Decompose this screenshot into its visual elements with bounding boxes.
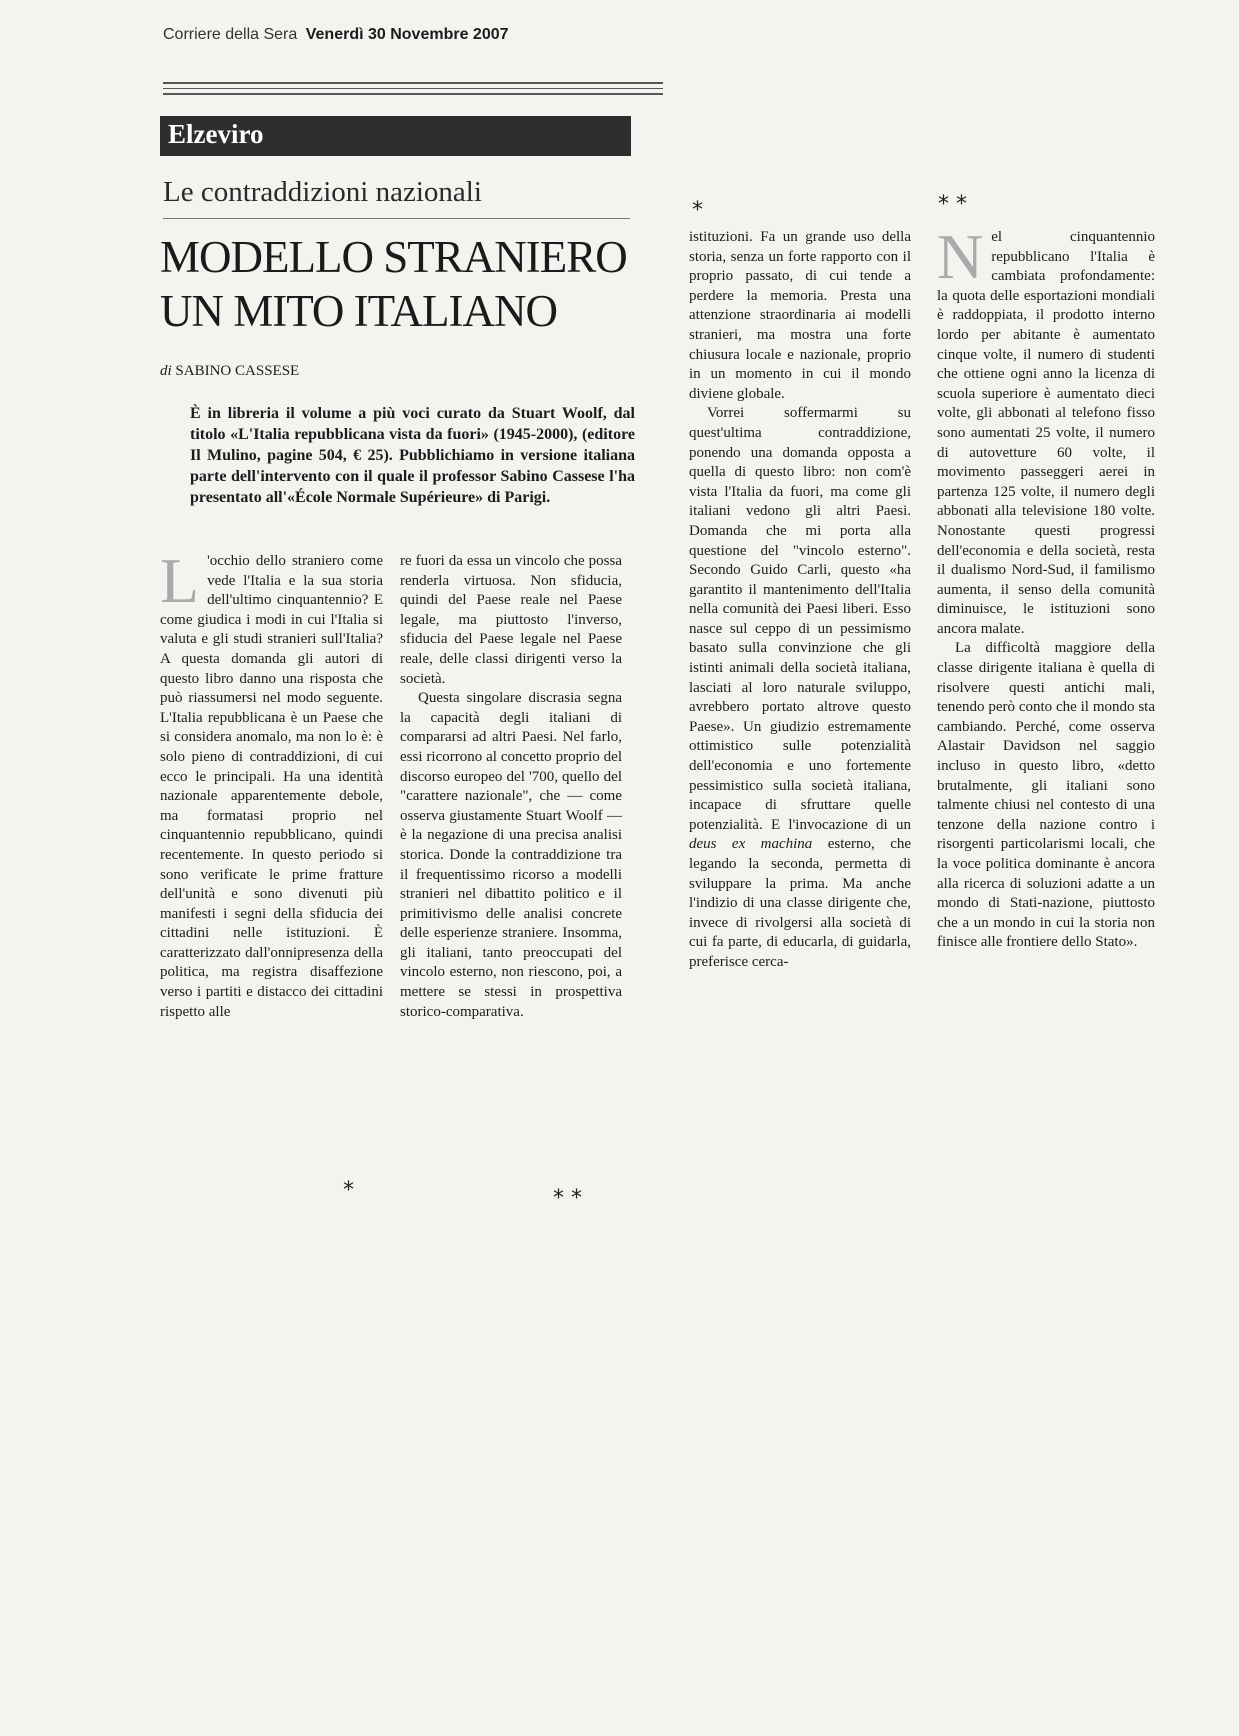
section-label (160, 116, 631, 156)
byline (160, 363, 299, 380)
separator-star-col3: * (692, 198, 703, 223)
column-2 (400, 552, 622, 1022)
column-3-text-b: esterno, che legando la seconda, permetta di sviluppare la prima. Ma anche l'indizio di una classe dirigente che, invece di rivolgersi alla società di cui fa parte, di educarla, di guidarla, preferisce cerca- (689, 836, 912, 970)
column-4-paragraph-2: La difficoltà maggiore della classe dirigente italiana è quella di risolvere questi antichi mali, tenendo però conto che il mondo sta cambiando. Perché, come osserva Alastair Davidson nel saggio incluso in questo libro, «detto brutalmente, gli italiani sono talmente chiusi nel contesto di una tenzone della nazione contro i risorgenti particolarismi locali, che la voce politica dominante è ancora alla ricerca di soluzioni adatte a un mondo di Stati-nazione, piuttosto che a un mondo in cui la storia non finisce alle frontiere dello Stato». (937, 640, 1155, 951)
separator-double-star: * * (553, 1186, 582, 1211)
byline-prefix: di (160, 363, 172, 379)
column-4-paragraph-1: el cinquantennio repubblicano l'Italia è cambiata profondamente: la quota delle esportazioni mondiali è raddoppiata, il prodotto interno lordo per abitante è aumentato cinque volte, il numero di studenti che ottiene ogni anno la licenza di scuola superiore è aumentato dieci volte, gli abbonati al telefono fisso sono aumentati 25 volte, il numero di autovetture 60 volte, il movimento passeggeri aerei in partenza 125 volte, il numero degli abbonati alla televisione 180 volte. Nonostante questi progressi dell'economia e della società, resta il dualismo Nord-Sud, il familismo aumenta, il senso della comunità diminuisce, le istituzioni sono ancora malate. (937, 229, 1155, 637)
header-rule (163, 82, 663, 84)
column-3-paragraph-1: istituzioni. Fa un grande uso della storia, senza un forte rapporto con il proprio passato, di cui tende a perdere la memoria. Presta una attenzione straordinaria ai modelli stranieri, ma mostra una forte chiusura locale e nazionale, proprio in un momento in cui il mondo diviene globale. (689, 229, 911, 402)
column-1-text: 'occhio dello straniero come vede l'Italia e la sua storia dell'ultimo cinquantennio? E come giudica i modi in cui l'Italia si valuta e gli studi stranieri sull'Italia? A questa domanda gli autori di questo libro danno una risposta che può riassumersi nel modo seguente. L'Italia repubblicana è un Paese che si considera anomalo, ma non lo è: è solo pieno di contraddizioni, di cui ecco le principali. Ha una identità nazionale apparentemente debole, ma formatasi proprio nel cinquantennio repubblicano, quindi recentemente. In questo periodo si sono verificate le prime fratture dell'unità e sono divenuti più manifesti i segni della sfiducia dei cittadini nelle istituzioni. È caratterizzato dall'onnipresenza della politica, ma registra disaffezione verso i partiti e distacco dei cittadini rispetto alle (160, 553, 383, 1020)
byline-author: SABINO CASSESE (175, 363, 300, 379)
column-4 (937, 221, 1155, 953)
column-3-italic: deus ex machina (689, 836, 813, 853)
headline-line-2: UN MITO ITALIANO (160, 286, 557, 336)
header-rule-thin (163, 88, 663, 89)
separator-star: * (343, 1178, 354, 1203)
column-3-text-a: Vorrei soffermarmi su quest'ultima contraddizione, ponendo una domanda opposta a quella di questo libro: non com'è vista l'Italia da fuori, ma come gli italiani vedono gli altri Paesi. Domanda che mi porta alla questione del "vincolo esterno". Secondo Guido Carli, questo «ha garantito il mantenimento dell'Italia nella comunità dei Paesi liberi. Esso nasce sul ceppo di un pessimismo basato sulla convinzione che gli istinti animali della società italiana, lasciati al loro naturale sviluppo, avrebbero portato altrove questo Paese». Un giudizio estremamente ottimistico sulle potenzialità dell'economia e uno fortemente pessimistico sulla società italiana, incapace di sfruttare quelle potenzialità. E l'invocazione di un (689, 405, 911, 833)
column-3 (689, 228, 911, 973)
header-rule-lower (163, 93, 663, 95)
dropcap-n: N (937, 221, 984, 292)
dropcap-l: L (160, 545, 200, 616)
column-2-paragraph-1: re fuori da essa un vincolo che possa renderla virtuosa. Non sfiducia, quindi del Paese reale nel Paese legale, ma piuttosto l'inverso, sfiducia del Paese legale nel Paese reale, delle classi dirigenti verso la società. (400, 553, 622, 687)
issue-date: Venerdì 30 Novembre 2007 (305, 26, 509, 43)
intro-paragraph: È in libreria il volume a più voci curato da Stuart Woolf, dal titolo «L'Italia repubblicana vista da fuori» (1945-2000), (editore Il Mulino, pagine 504, € 25). Pubblichiamo in versione italiana parte dell'intervento con il quale il professor Sabino Cassese l'ha presentato all'«École Normale Supérieure» di Parigi. (190, 405, 635, 506)
section-title: Elzeviro (168, 119, 264, 149)
column-3-paragraph-2 (689, 404, 911, 972)
masthead (163, 26, 509, 44)
kicker: Le contraddizioni nazionali (163, 176, 482, 208)
headline (160, 230, 640, 338)
newspaper-name: Corriere della Sera (163, 26, 298, 43)
column-1 (160, 545, 383, 1022)
headline-line-1: MODELLO STRANIERO (160, 232, 627, 282)
column-2-paragraph-2: Questa singolare discrasia segna la capacità degli italiani di compararsi ad altri Paesi. Nel farlo, essi ricorrono al concetto proprio del discorso europeo del '700, quello del "carattere nazionale", che — come osserva giustamente Stuart Woolf — è la negazione di una precisa analisi storica. Donde la contraddizione tra il frequentissimo ricorso a modelli stranieri nel dibattito politico e il primitivismo delle analisi concrete delle esperienze straniere. Insomma, gli italiani, tanto preoccupati del vincolo esterno, non riescono, poi, a mettere se stessi in prospettiva storico-comparativa. (400, 690, 622, 1020)
kicker-rule (163, 218, 630, 219)
separator-double-star-col4: * * (938, 192, 967, 217)
